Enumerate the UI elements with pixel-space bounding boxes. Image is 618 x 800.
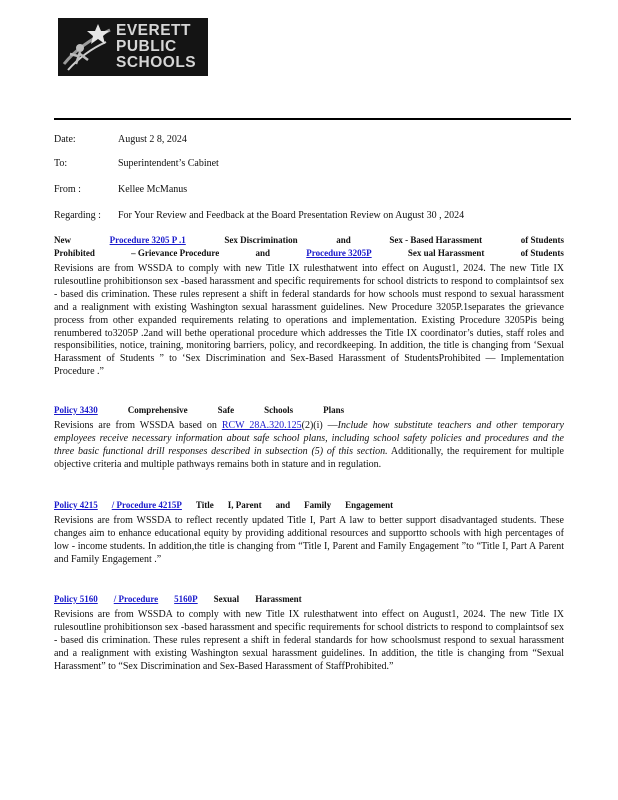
heading-text: Sexual bbox=[213, 594, 240, 604]
section-body: Revisions are from WSSDA to reflect recently updated Title I, Part A law to better support disadvantaged students. These changes aim to enhance educational equity by providing additional resources and supportto schools with high percentages of low - income students. In addition,the title is changing from “Title I, Parent and Family Engagement ”to “Title I, Part A Parent and Family Engagement .” bbox=[54, 515, 564, 565]
star-swoosh-icon bbox=[58, 18, 120, 76]
heading-text: and bbox=[275, 500, 291, 510]
heading-text: Safe bbox=[217, 405, 235, 415]
logo-wordmark bbox=[116, 23, 196, 71]
body-text: Additionally, the requirement for multiple objective criteria and multiple pathways remains both in stature and in regulation. bbox=[54, 445, 564, 470]
body-text: (2)(i) — bbox=[301, 420, 338, 431]
logo-line-3: SCHOOLS bbox=[116, 54, 197, 71]
section-policy-4215 bbox=[54, 499, 564, 567]
heading-text: and bbox=[336, 235, 351, 245]
section-heading bbox=[54, 499, 564, 512]
section-body: Revisions are from WSSDA to comply with new Title IX rulesthatwent into effect on August1, 2024. The new Title IX rulesoutline prohibitionson sex -based harassment and specific requirements for school districts to respond to complaintsof sex - based dis crimination. These rules represent a shift in federal standards for how schoolsmust respond to sexual harassment and a realignment with existing Washington sexual harassment guidelines. In addition, the title is changing from “Sexual Harassment” to “Sex Discrimination and Sex-Based Harassment of StaffProhibited.” bbox=[54, 609, 564, 672]
section-procedure-3205 bbox=[54, 234, 564, 379]
logo-line-1: EVERETT bbox=[116, 22, 191, 39]
heading-text: Engagement bbox=[345, 500, 394, 510]
heading-text: – Grievance Procedure bbox=[131, 248, 220, 258]
procedure-3205p1-link[interactable]: Procedure 3205 P .1 bbox=[109, 235, 186, 245]
heading-text: Schools bbox=[264, 405, 294, 415]
from-label: From : bbox=[54, 184, 81, 195]
section-heading bbox=[54, 593, 564, 606]
procedure-link[interactable]: / Procedure bbox=[113, 594, 159, 604]
section-body: Revisions are from WSSDA to comply with new Title IX rulesthatwent into effect on August1, 2024. The new Title IX rulesoutline prohibitionson sex -based harassment and specific requirements for school districts to respond to complaintsof sex - based dis crimination. These rules represent a shift in federal standards for how schools must respond to sexual harassment and a realignment with existing Washington sexual harassment guidelines. New Procedure 3205P.1separates the grievance process from other expanded requirements relating to operations and implementation. Existing Procedure 3205Pis being renumbered to3205P .2and will bethe operational procedure which addresses the Title IX coordinator’s duties, staff roles and responsibilities, notice, training, monitoring barriers, policy, and recordkeeping. In addition, the title is changing from ‘Sexual Harassment of Students ” to ‘Sex Discrimination and Sex-Based Harassment of StudentsProhibited — Implementation Procedure .” bbox=[54, 263, 564, 378]
regarding-value: For Your Review and Feedback at the Board Presentation Review on August 30 , 2024 bbox=[118, 210, 465, 221]
date-value: August 2 8, 2024 bbox=[118, 134, 187, 145]
date-label: Date: bbox=[54, 134, 76, 145]
heading-text: Plans bbox=[323, 405, 345, 415]
procedure-4215p-link[interactable]: / Procedure 4215P bbox=[111, 500, 182, 510]
header-divider bbox=[54, 118, 571, 120]
section-body bbox=[54, 420, 564, 472]
section-heading bbox=[54, 234, 564, 260]
regarding-label: Regarding : bbox=[54, 210, 101, 221]
heading-text: Sex Discrimination bbox=[224, 235, 298, 245]
to-value: Superintendent’s Cabinet bbox=[118, 158, 219, 169]
section-heading bbox=[54, 404, 564, 417]
logo-line-2: PUBLIC bbox=[116, 38, 177, 55]
body-italic-text: Include how substitute teachers and other temporary employees receive necessary information about safe school plans, including school safety policies and procedures and the three basic functional drill responses described in subsection (5) of this section. bbox=[54, 420, 564, 457]
heading-text: Title bbox=[195, 500, 214, 510]
heading-text: and bbox=[255, 248, 271, 258]
section-policy-3430 bbox=[54, 404, 564, 472]
rcw-link[interactable]: RCW 28A.320.125 bbox=[221, 420, 302, 431]
policy-5160-link[interactable]: Policy 5160 bbox=[54, 594, 98, 604]
section-policy-5160 bbox=[54, 593, 564, 674]
district-logo bbox=[58, 18, 208, 76]
body-text: Revisions are from WSSDA based on bbox=[54, 420, 222, 431]
to-label: To: bbox=[54, 158, 68, 169]
heading-text: of Students bbox=[520, 248, 564, 258]
heading-text: Sex - Based Harassment bbox=[389, 235, 483, 245]
heading-text: Harassment bbox=[255, 594, 302, 604]
heading-text: New bbox=[54, 235, 71, 245]
heading-text: Family bbox=[304, 500, 332, 510]
heading-text: I, Parent bbox=[227, 500, 262, 510]
procedure-5160p-link[interactable]: 5160P bbox=[174, 594, 198, 604]
from-value: Kellee McManus bbox=[118, 184, 188, 195]
procedure-3205p-link[interactable]: Procedure 3205P bbox=[306, 248, 372, 258]
heading-text: Prohibited bbox=[54, 248, 95, 258]
heading-text: Comprehensive bbox=[127, 405, 188, 415]
policy-3430-link[interactable]: Policy 3430 bbox=[54, 405, 98, 415]
policy-4215-link[interactable]: Policy 4215 bbox=[54, 500, 98, 510]
heading-text: of Students bbox=[520, 235, 564, 245]
heading-text: Sex ual Harassment bbox=[407, 248, 485, 258]
